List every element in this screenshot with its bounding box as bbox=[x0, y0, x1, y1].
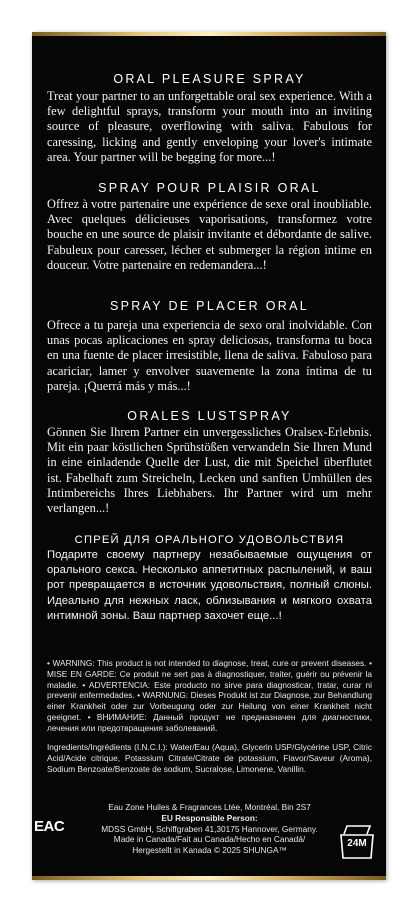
warnings-text: • WARNING: This product is not intended to diagnose, treat, cure or prevent diseases. • MISE EN GARDE: Ce produit ne sert pas à diagnostiquer, traiter, guérir ou prévenir la maladie. • ADVERTENCIA: Este producto no sirve para diagnosticar, tratar, curar ni prevenir enfermedades. • WARNUNG: Dieses Produkt ist zur Diagnose, zur Behandlung einer Krankheit oder zur Vorbeugung oder zur Heilung von einer Krankheit nicht geeignet. • ВНИМАНИЕ: Данный продукт не предназначен для диагностики, лечения или предотвращения заболеваний. bbox=[47, 658, 372, 733]
eu-responsible-address: MDSS GmbH, Schiffgraben 41,30175 Hannover, Germany. bbox=[101, 823, 318, 834]
pao-jar-icon bbox=[335, 822, 379, 862]
section-body-de: Gönnen Sie Ihrem Partner ein unvergessliches Oralsex-Erlebnis. Mit ein paar köstlichen Sprühstößen verwandeln Sie Ihren Mund in eine einladende Quelle der Lust, die mit Speichel überflutet ist. Fabelhaft zum Streicheln, Lecken und sanften Umhüllen des Intimbereichs Ihres Liebhabers. Ihr Partner wird um mehr verlangen...! bbox=[47, 425, 372, 516]
pao-label: 24M bbox=[347, 838, 367, 849]
ingredients-text: Ingredients/Ingrédients (I.N.C.I.): Water/Eau (Aqua), Glycerin USP/Glycérine USP, Citric Acid/Acide citrique, Potassium Citrate/Citrate de potassium, Flavor/Saveur (Aroma), Sodium Benzoate/Benzoate de sodium, Sucralose, Limonene, Vanillin. bbox=[47, 742, 372, 774]
made-in-text: Made in Canada/Fait au Canada/Hecho en Canadá/ bbox=[113, 834, 306, 845]
gold-bottom-stripe bbox=[32, 876, 386, 880]
copyright-text: Hergestellt in Kanada © 2025 SHUNGA™ bbox=[132, 845, 287, 856]
product-label-panel bbox=[32, 32, 386, 880]
section-heading-en: ORAL PLEASURE SPRAY bbox=[113, 72, 306, 86]
section-body-en: Treat your partner to an unforgettable oral sex experience. With a few delightful sprays, transform your mouth into an inviting source of pleasure, overflowing with saliva. Fabulous for caressing, licking and gently enveloping your lover's intimate area. Your partner will be begging for more...! bbox=[47, 89, 372, 164]
section-body-es: Ofrece a tu pareja una experiencia de sexo oral inolvidable. Con unas pocas aplicaciones en spray deliciosas, transforma tu boca en una fuente de placer irresistible, llena de saliva. Fabuloso para acariciar, lamer y envolver suavemente la zona íntima de tu pareja. ¡Querrá más y más...! bbox=[47, 318, 372, 393]
company-info bbox=[47, 802, 372, 856]
section-heading-ru: СПРЕЙ ДЛЯ ОРАЛЬНОГО УДОВОЛЬСТВИЯ bbox=[74, 534, 345, 546]
section-heading-de: ORALES LUSTSPRAY bbox=[127, 409, 292, 423]
eac-mark-icon: EAC bbox=[34, 818, 65, 835]
section-body-fr: Offrez à votre partenaire une expérience de sexe oral inoubliable. Avec quelques délicieuses vaporisations, transformez votre bouche en une source de plaisir invitante et débordante de salive. Fabuleux pour caresser, lécher et submerger la région intime en douceur. Votre partenaire en redemandera...! bbox=[47, 197, 372, 272]
gold-top-stripe bbox=[32, 32, 386, 36]
company-address: Eau Zone Huiles & Fragrances Ltée, Montréal, Bin 2S7 bbox=[108, 802, 311, 812]
eu-responsible-label: EU Responsible Person: bbox=[161, 812, 258, 823]
section-heading-es: SPRAY DE PLACER ORAL bbox=[109, 299, 310, 313]
section-body-ru: Подарите своему партнеру незабываемые ощущения от орального секса. Несколько аппетитных распылений, и ваш рот превращается в источник удовольствия, полный слюны. Идеально для нежных ласк, облизывания и мягкого охвата интимной зоны. Ваш партнер захочет еще...! bbox=[47, 549, 372, 622]
section-heading-fr: SPRAY POUR PLAISIR ORAL bbox=[98, 181, 321, 195]
